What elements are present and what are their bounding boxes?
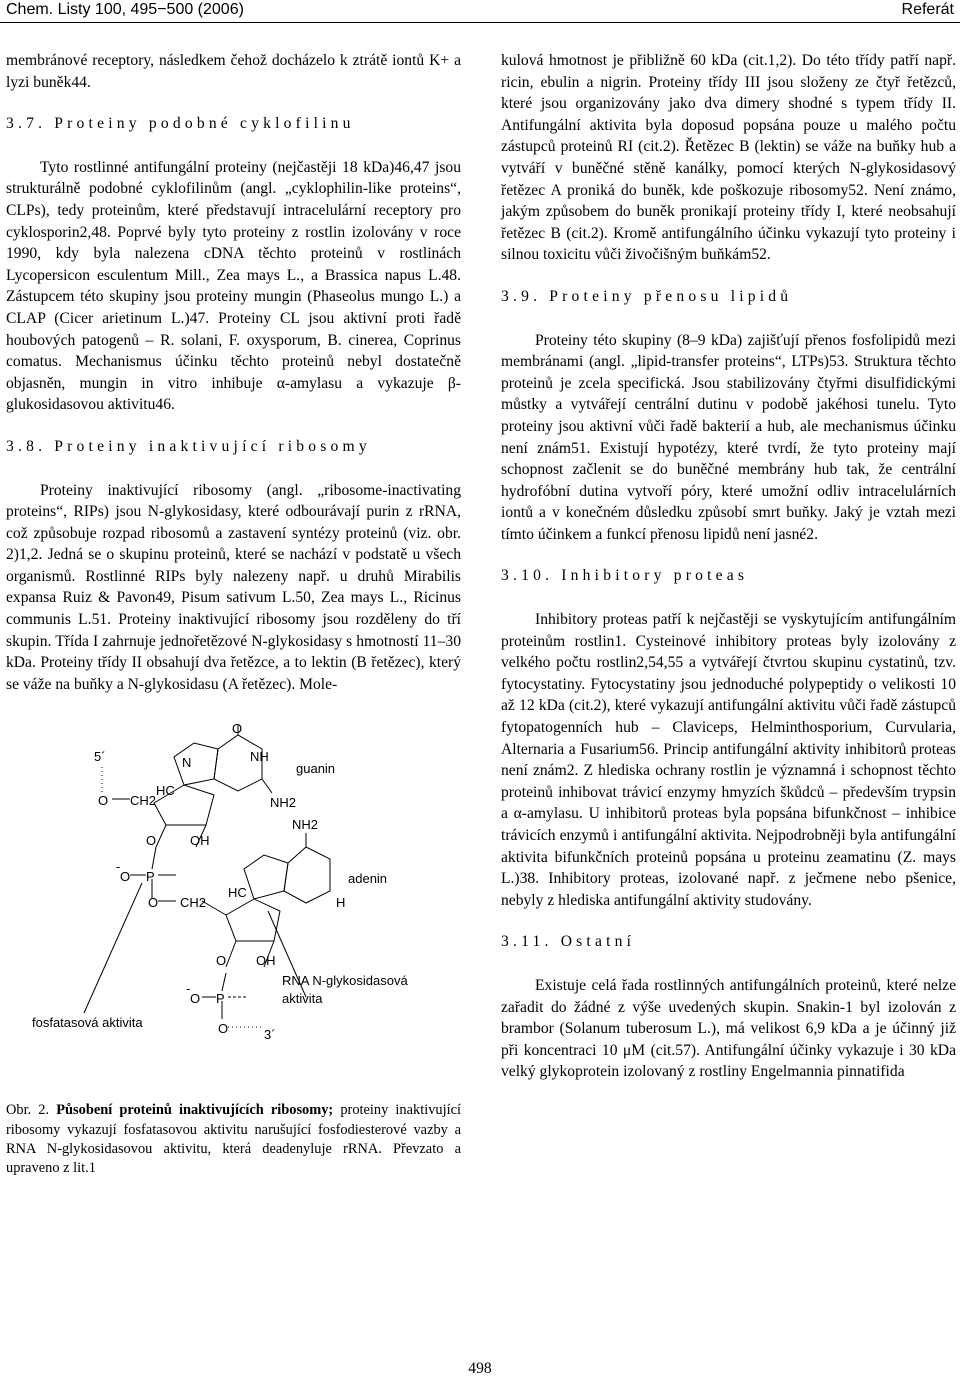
atom-h: H — [336, 895, 346, 911]
rna-glycosidase-label-2: aktivita — [282, 991, 323, 1007]
paragraph-3-10: Inhibitory proteas patří k nejčastěji se vyskytujícím antifungálním proteinům rostlin1. Cysteinové inhibitory proteas byly izolovány z velkého počtu rostlin2,54,55 a vytvářejí čtvrtou skupinu cystatinů, tzv. fytocystatiny. Fytocystatiny jsou jednoduché polypeptidy o velikosti 10 až 12 kDa (cit.2), které vykazují antifungální aktivitu vůči řadě zástupců fytopatogenních hub – Claviceps, Helminthosporium, Curvularia, Alternaria a Fusarium56. Princip antifungální aktivity inhibitorů proteas není znám2. Z hlediska ochrany rostlin je významná i schopnost těchto proteinů inhibovat trávicí enzymy hmyzích škůdců – především trypsin a α-amylasu. U inhibitorů proteas byla popsána bifunkčnost – inhibice trávicích enzymů i antifungální aktivita. Nejpodrobněji byla antifungální aktivita bifunkčních proteinů popsána u proteinu zeamatinu (Z. mays L.)38. Inhibitory proteas, izolované např. z ječmene nebo pšenice, nebyly z hlediska antifungální aktivity studovány. — [501, 611, 956, 909]
atom-hc: HC — [156, 783, 175, 799]
atom-oh: OH — [190, 833, 210, 849]
section-heading-3-11: 3.11. Ostatní — [501, 933, 636, 951]
paragraph-3-9: Proteiny této skupiny (8–9 kDa) zajišťují přenos fosfolipidů mezi membránami (angl. „lipid-transfer proteins“, LTPs)53. Struktura těchto proteinů je zcela specifická. Jsou stabilizovány čtyřmi disulfidickými můstky a vytvářejí centrální dutinu v podobě jakéhosi tunelu. Tyto proteiny jsou aktivní vůči řadě bakterií a hub, ale mechanismus účinku není znám51. Existují hypotézy, které tvrdí, že tyto proteiny mají schopnost začlenit se do buněčné membrány hub tak, že centrální hydrofóbní dutina vytvoří póry, které umožní odliv intracelulárních iontů a v konečném důsledku způsobí smrt buňky. Jaký je vztah mezi tímto účinkem a funkcí přenosu lipidů není jasné2. — [501, 331, 956, 543]
atom-o: O — [120, 869, 131, 885]
paragraph-3-7: Tyto rostlinné antifungální proteiny (nejčastěji 18 kDa)46,47 jsou strukturálně podobné cyklofilinům (angl. „cyklophilin-like proteins“, CLPs), tedy proteinům, které představují intracelulární receptory pro cyklosporin2,48. Poprvé byly tyto proteiny z rostlin izolovány v roce 1990, kdy byla nalezena cDNA těchto proteinů v rostlinách Lycopersicon esculentum Mill., Zea mays L., a Brassica napus L.48. Zástupcem této skupiny jsou proteiny mungin (Phaseolus mungo L.) a CLAP (Cicer arietinum L.)47. Proteiny CL jsou aktivní proti řadě houbových patogenů – R. solani, F. oxysporum, B. cinerea, Coprinus comatus. Mechanismus účinku těchto proteinů nebyl dostatečně objasněn, mungin in vitro inhibuje α-amylasu a vykazuje β-glukosidasovou aktivitu46. — [6, 158, 461, 414]
paragraph-continuation: kulová hmotnost je přibližně 60 kDa (cit.1,2). Do této třídy patří např. ricin, ebulin a nigrin. Proteiny třídy III jsou složeny ze čtyř řetězců, které jsou organizovány jako dva dimery shodné s typem třídy II. Antifungální aktivita byla doposud popsána pouze u malého počtu zástupců proteinů RI (cit.2). Řetězec B (lektin) se váže na buňky hub a vytváří v buněčné stěně kanálky, pomocí kterých N-glykosidasový řetězec A proniká do buněk, kde poškozuje ribosomy52. Není známo, jakým způsobem do buněk pronikají proteiny třídy I, které neobsahují řetězec B (cit.2). Kromě antifungálního účinku vykazují tyto proteiny i silnou toxicitu vůči živočišným buňkám52. — [501, 52, 956, 264]
paragraph-intro: membránové receptory, následkem čehož docházelo k ztrátě iontů K+ a lyzi buněk44. — [6, 52, 461, 91]
rna-glycosidase-label-1: RNA N-glykosidasová — [282, 973, 408, 989]
atom-o: O — [216, 953, 227, 969]
guanin-label: guanin — [296, 761, 336, 777]
atom-hc: HC — [228, 885, 247, 901]
header-rule — [0, 22, 960, 23]
atom-ch2: CH2 — [130, 793, 157, 809]
atom-p: P — [146, 869, 155, 885]
atom-o: O — [190, 991, 201, 1007]
left-column — [6, 50, 461, 1178]
section-heading-3-7: 3.7. Proteiny podobné cyklofilinu — [6, 115, 355, 133]
caption-label: Obr. 2. — [6, 1102, 50, 1119]
atom-oh: OH — [256, 953, 276, 969]
caption-title: Působení proteinů inaktivujících ribosomy; — [56, 1102, 334, 1119]
atom-o: O — [146, 833, 157, 849]
atom-nh2: NH2 — [270, 795, 297, 811]
journal-citation: Chem. Listy 100, 495−500 (2006) — [6, 1, 244, 18]
atom-o: O — [218, 1021, 229, 1037]
page-number: 498 — [468, 1360, 492, 1377]
figure-caption — [6, 1101, 461, 1178]
five-prime-label: 5´ — [94, 749, 106, 765]
atom-o: O — [148, 895, 159, 911]
section-heading-3-8: 3.8. Proteiny inaktivující ribosomy — [6, 437, 371, 455]
paragraph-3-8: Proteiny inaktivující ribosomy (angl. „ribosome-inactivating proteins“, RIPs) jsou N-glykosidasy, které odbourávají purin z rRNA, což způsobuje rozpad ribosomů a zastavení syntézy proteinů (viz. obr. 2)1,2. Jedná se o skupinu proteinů, které se nachází v podstatě u všech organismů. Rostlinné RIPs byly nalezeny např. u druhů Mirabilis expansa Ruiz & Pavon49, Pisum sativum L.50, Zea mays L., Ricinus communis L.51. Proteiny inaktivující ribosomy jsou rozděleny do tří skupin. Třída I zahrnuje jednořetězové N-glykosidasy s hmotností 11–30 kDa. Proteiny třídy II obsahují dva řetězce, a to lektin (B řetězec), který se váže na buňky a N-glykosidasu (A řetězec). Mole- — [6, 481, 461, 693]
right-column — [501, 50, 956, 1083]
paragraph-3-11: Existuje celá řada rostlinných antifungálních proteinů, které nelze zařadit do žádné z výše uvedených skupin. Snakin-1 byl izolován z brambor (Solanum tuberosum L.), má velikost 6,9 kDa a je účinný již při koncentraci 10 μM (cit.57). Antifungální účinky vykazuje i 30 kDa velký glykoprotein izolovaný z rostliny Engelmannia pinnatifida — [501, 976, 956, 1081]
three-prime-label: 3´ — [264, 1027, 276, 1043]
atom-minus: - — [116, 859, 121, 875]
atom-o: O — [98, 793, 109, 809]
atom-n: N — [182, 755, 192, 771]
section-label: Referát — [901, 1, 954, 18]
atom-o: O — [232, 721, 243, 737]
caption-text: proteiny inaktivující ribosomy vykazují fosfatasovou aktivitu narušující fosfodiesterové vazby a RNA N-glykosidasovou aktivitu, která deadenyluje rRNA. Převzato a upraveno z lit.1 — [6, 1102, 461, 1177]
running-header — [0, 0, 960, 30]
atom-nh: NH — [250, 749, 269, 765]
atom-nh2: NH2 — [292, 817, 319, 833]
atom-minus: - — [186, 981, 191, 997]
phosphatase-activity-label: fosfatasová aktivita — [32, 1015, 143, 1031]
atom-ch2: CH2 — [180, 895, 207, 911]
atom-p: P — [216, 991, 225, 1007]
adenin-label: adenin — [348, 871, 388, 887]
figure-ribosome-inactivation — [6, 721, 461, 1095]
section-heading-3-9: 3.9. Proteiny přenosu lipidů — [501, 287, 793, 305]
nucleotide-structure-diagram — [6, 721, 461, 1095]
section-heading-3-10: 3.10. Inhibitory proteas — [501, 567, 749, 585]
